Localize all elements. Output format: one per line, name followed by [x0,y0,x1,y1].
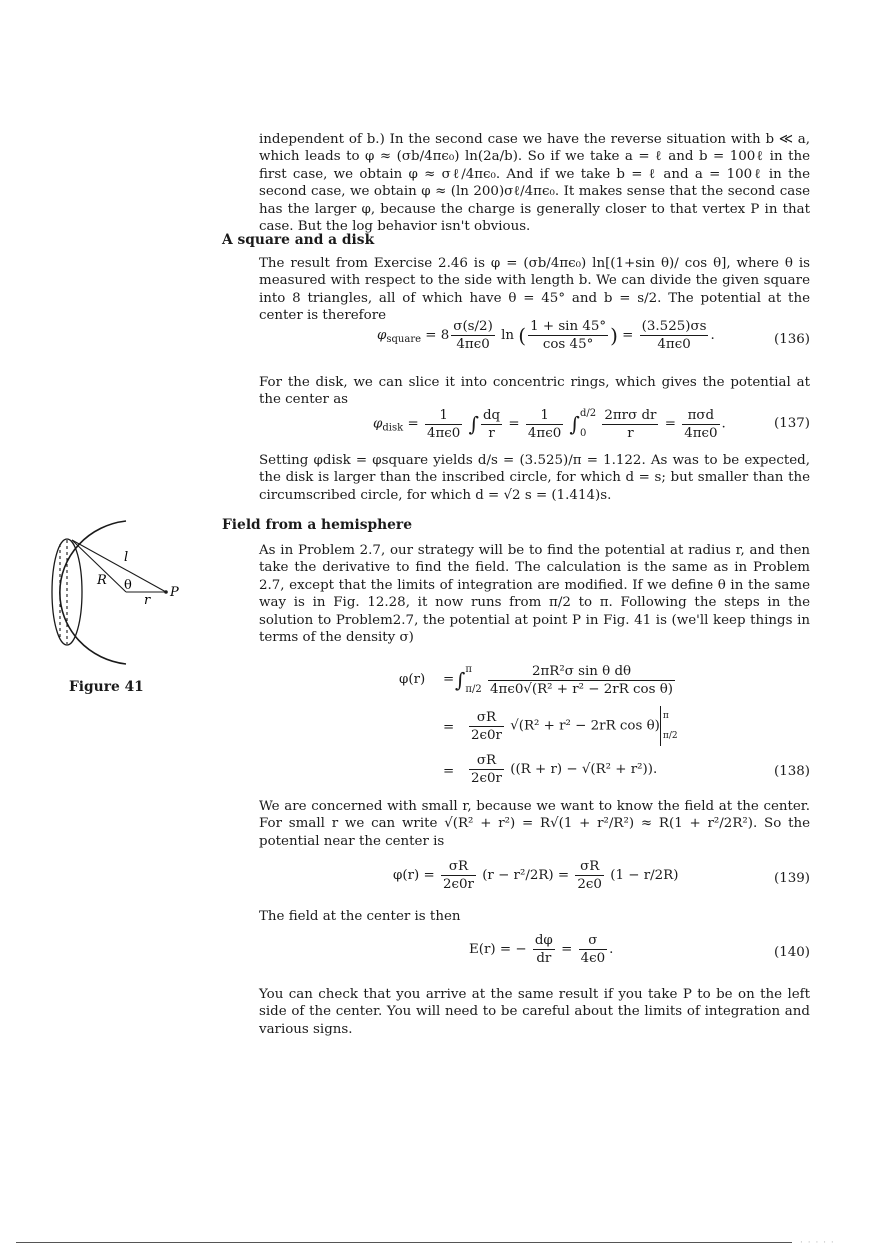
eq137-f4-num: 2πrσ dr [604,407,657,423]
label-P: P [170,585,179,600]
eq137-f1-num: 1 [425,407,462,425]
equation-number-140: (140) [773,945,810,960]
figure-41-hemisphere-diagram [40,516,190,674]
eq137-int: ∫ [468,412,479,436]
equation-140 [259,932,810,972]
equation-139 [259,858,810,898]
hemisphere-outline [60,521,129,664]
line-l [72,540,166,592]
figure-caption: Figure 41 [69,679,144,695]
paragraph-disk: For the disk, we can slice it into concentric rings, which gives the potential at the center as [259,375,810,408]
eq136-f2-den: cos 45° [542,337,594,352]
eq138-f3-den: 2ϵ0r [471,771,502,786]
paragraph-hemisphere: As in Problem 2.7, our strategy will be to find the potential at radius r, and then take the derivative to find the field. The calculation is the same as in Problem 2.7, except that the limits of integration are modified. If we define θ in the same way is in Fig. 12.28, it now runs from π/2 to π. Following the steps in the solution to Problem2.7, the potential at point P in Fig. 41 is (we'll keep things in terms of the density σ) [259,543,810,646]
paragraph-square: The result from Exercise 2.46 is φ = (σb/4πϵ₀) ln[(1+sin θ)/ cos θ], where θ is measured with respect to the side with length b. We can divide the given square into 8 triangles, all of which have θ = 45° and b = s/2. The potential at the center is therefore [259,256,810,324]
equation-number-137: (137) [773,416,810,431]
eq137-eq2: = [508,416,520,432]
eq139-f2-num: σR [575,858,604,876]
equation-number-139: (139) [773,871,810,886]
eq136-eq: = [622,328,634,343]
eq139-f2-den: 2ϵ0 [577,877,602,892]
eq137-int-lower: 0 [579,428,587,439]
eq138-int: ∫ [455,668,466,692]
eq136-f1-den: 4πϵ0 [456,337,490,352]
paragraph-closing: You can check that you arrive at the same result if you take P to be on the left side of the center. You will need to be careful about the limits of integration and various signs. [259,987,810,1037]
eq139-f1-den: 2ϵ0r [442,877,474,892]
paragraph-small-r: We are concerned with small r, because we want to know the field at the center. For small r we can write √(R² + r²) = R√(1 + r²/R²) ≈ R(1 + r²/2R²). So the potential near the center is [259,799,810,849]
section-heading-hemisphere: Field from a hemisphere [222,517,412,533]
eq140-f2-num: σ [579,932,608,950]
eq138-f1-num: 2πR²σ sin θ dθ [488,663,675,681]
paragraph-intro: independent of b.) In the second case we have the reverse situation with b ≪ a, which leads to φ ≈ (σb/4πϵ₀) ln(2a/b). So if we take a = ℓ and b = 100ℓ in the first case, we obtain φ ≈ σℓ/4πϵ₀. And if we take b = ℓ and a = 100ℓ in the second case, we obtain φ ≈ (ln 200)σℓ/4πϵ₀. It makes sense that the second case has the larger φ, because the charge is generally closer to that vertex P in that case. But the log behavior isn't obvious. [259,132,810,235]
eq137-f3-num: 1 [526,407,563,425]
eq138-f1-den: 4πϵ0√(R² + r² − 2rR cos θ) [490,681,674,697]
eq136-f1-num: σ(s/2) [453,319,493,334]
paragraph-field-center: The field at the center is then [259,909,461,924]
eq137-eq1: = [407,416,419,432]
label-r: r [144,593,151,608]
eq139-lhs: φ(r) = [393,868,435,883]
section-heading-square-disk: A square and a disk [222,232,375,248]
label-theta: θ [124,578,132,593]
eq138-eq3: = [443,764,455,779]
eq137-lhs-sub: disk [382,422,404,434]
eq136-lhs-sub: square [386,334,422,345]
footer-rule [16,1242,792,1243]
eq138-int-lower: π/2 [465,684,482,695]
eq139-f1-num: σR [441,858,476,876]
eq137-f2-num: dq [482,407,501,423]
eq140-f1-den: dr [536,951,552,966]
eq140-f2-den: 4ϵ0 [580,951,606,966]
label-R: R [97,573,107,588]
point-P-dot [164,590,168,594]
eq137-end: . [721,416,726,432]
equation-138 [259,660,810,788]
eq137-f5-den: 4πϵ0 [684,425,718,441]
eq136-f2-num: 1 + sin 45° [530,319,607,334]
eq137-f2-den: r [481,424,502,442]
eq140-end: . [609,942,614,957]
eq138-eq1: = [443,672,455,687]
eq137-f3-den: 4πϵ0 [527,425,562,441]
eq137-f5-num: πσd [682,407,719,425]
eq137-int-upper: d/2 [579,408,597,419]
eq138-eval-upper: π [662,711,669,721]
eq136-end: . [710,328,715,343]
eq140-eq: = [561,942,573,957]
equation-number-138: (138) [773,764,810,779]
eq138-lhs: φ(r) [399,672,426,687]
eq138-f2-num: σR [469,709,504,727]
eq138-eq2: = [443,720,455,735]
eq137-lhs: φ [373,416,383,432]
eq136-coef: = 8 [425,328,450,343]
label-l: l [124,550,129,565]
equation-137 [259,404,810,444]
eq138-int-upper: π [465,664,472,675]
eq139-mid: (r − r²/2R) = [482,868,570,883]
eq137-f1-den: 4πϵ0 [426,425,461,441]
paragraph-setting: Setting φdisk = φsquare yields d/s = (3.525)/π = 1.122. As was to be expected, the disk is larger than the inscribed circle, for which d = s; but smaller than the circumscribed circle, for which d = √2 s = (1.414)s. [259,453,810,503]
eq138-f3-num: σR [469,752,504,770]
eq139-end: (1 − r/2R) [610,868,679,883]
eq137-eq3: = [664,416,676,432]
eq136-f3-den: 4πϵ0 [657,337,691,352]
eq140-lhs: E(r) = − [469,942,527,957]
eq138-eval-lower: π/2 [662,731,678,741]
eq140-f1-num: dφ [534,933,553,948]
eq137-int2: ∫ [569,412,580,436]
eq136-ln: ln [501,328,514,343]
eq138-root3: ((R + r) − √(R² + r²)). [510,762,658,777]
eq137-f4-den: r [627,425,634,441]
equation-number-136: (136) [773,332,810,347]
eq138-root2: √(R² + r² − 2rR cos θ) [510,718,660,734]
eq136-lhs: φ [377,328,387,343]
equation-136: $\varphi_{square} = 8$ $\frac{\sigma(s/2)}{4\pi\epsilon 0}$ ln ( $\frac{1 + \sin 45^\circ}{\cos 45^\circ}$ ) = $\frac{(3.525)\sigma s}{4\pi\epsilon 0}$ . (136) [377,319,810,352]
eq136-f3-num: (3.525)σs [641,319,707,334]
eq138-f2-den: 2ϵ0r [471,727,502,743]
footer-dots: · · · · · [800,1238,835,1248]
